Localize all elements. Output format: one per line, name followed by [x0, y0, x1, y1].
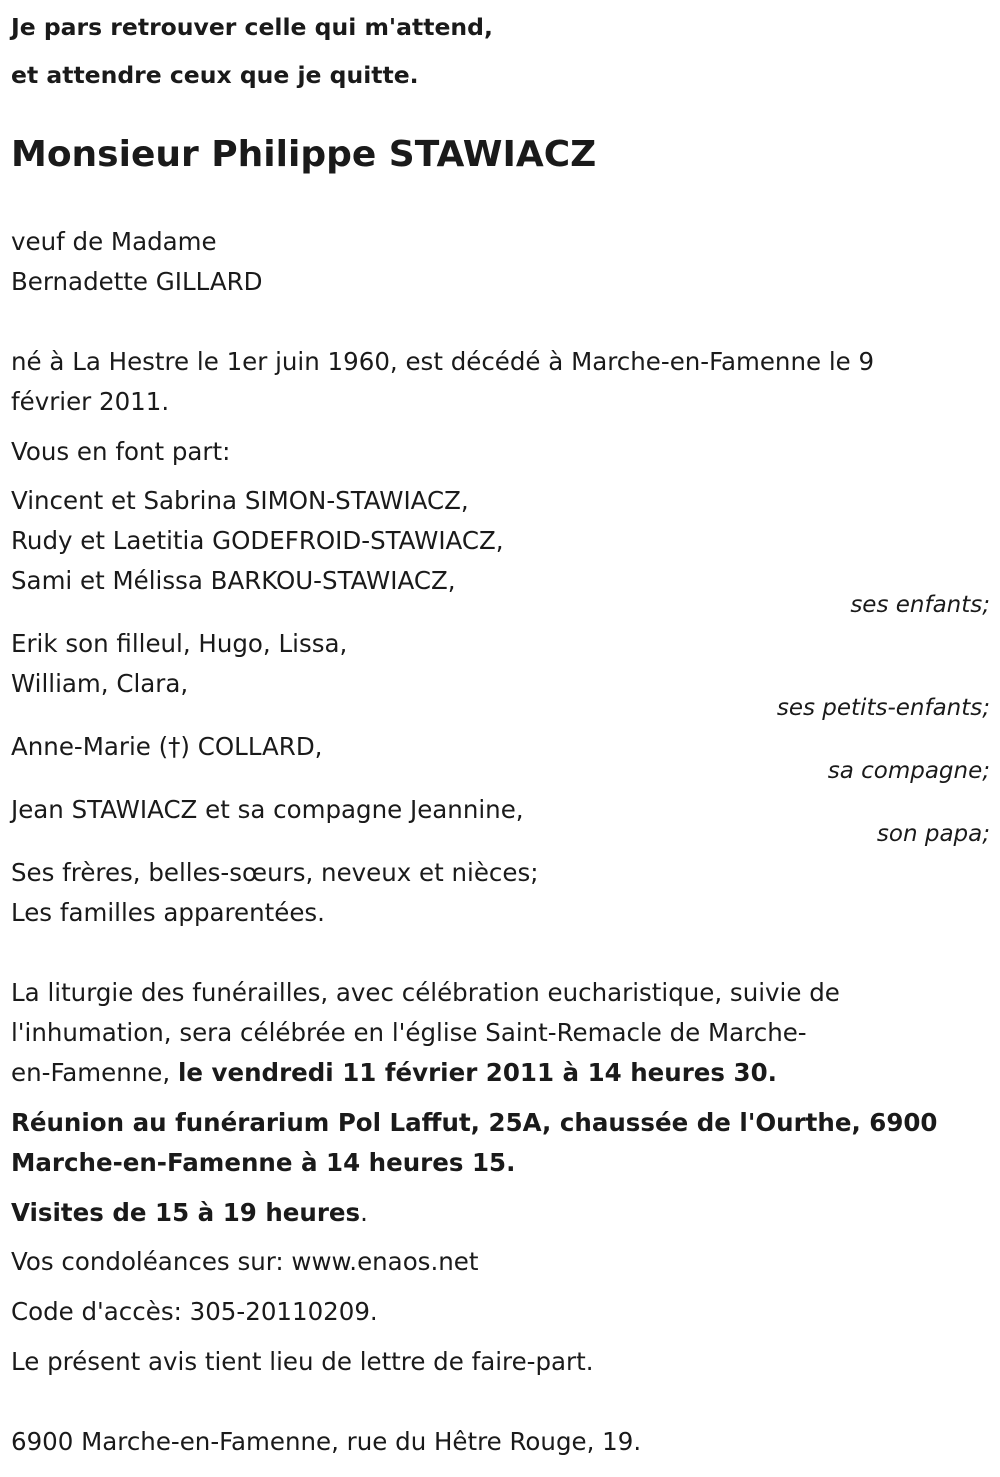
liturgy-line-3-prefix: en-Famenne,: [11, 1058, 178, 1087]
relatives-line-2: Les familles apparentées.: [11, 898, 325, 927]
grandchildren-line-1: Erik son filleul, Hugo, Lissa,: [11, 629, 348, 658]
condolences-line: Vos condoléances sur: www.enaos.net: [11, 1247, 479, 1276]
spouse-line-1: veuf de Madame: [11, 227, 217, 256]
quote-line-2: et attendre ceux que je quitte.: [11, 61, 419, 89]
partner-role: sa compagne;: [827, 758, 990, 784]
birth-death-line-1: né à La Hestre le 1er juin 1960, est décédé à Marche-en-Famenne le 9: [11, 347, 875, 376]
announce-line: Vous en font part:: [11, 437, 231, 466]
partner-line: Anne-Marie (†) COLLARD,: [11, 732, 323, 761]
liturgy-line-2: l'inhumation, sera célébrée en l'église Saint-Remacle de Marche-: [11, 1018, 807, 1047]
liturgy-line-3: [11, 1058, 777, 1088]
visits-line: [11, 1198, 368, 1228]
children-line-3: Sami et Mélissa BARKOU-STAWIACZ,: [11, 566, 456, 595]
relatives-line-1: Ses frères, belles-sœurs, neveux et nièces;: [11, 858, 539, 887]
visits-suffix: .: [360, 1198, 368, 1227]
children-line-1: Vincent et Sabrina SIMON-STAWIACZ,: [11, 486, 469, 515]
children-role: ses enfants;: [850, 592, 990, 618]
visits-hours: Visites de 15 à 19 heures: [11, 1198, 361, 1227]
meeting-line-2: Marche-en-Famenne à 14 heures 15.: [11, 1148, 516, 1177]
access-code-line: Code d'accès: 305-20110209.: [11, 1297, 378, 1326]
spouse-line-2: Bernadette GILLARD: [11, 267, 263, 296]
liturgy-line-1: La liturgie des funérailles, avec célébration eucharistique, suivie de: [11, 978, 840, 1007]
notice-line: Le présent avis tient lieu de lettre de faire-part.: [11, 1347, 594, 1376]
birth-death-line-2: février 2011.: [11, 387, 170, 416]
children-line-2: Rudy et Laetitia GODEFROID-STAWIACZ,: [11, 526, 504, 555]
grandchildren-line-2: William, Clara,: [11, 669, 189, 698]
quote-line-1: Je pars retrouver celle qui m'attend,: [11, 13, 493, 41]
funeral-datetime: le vendredi 11 février 2011 à 14 heures 30.: [177, 1058, 777, 1087]
deceased-name: Monsieur Philippe STAWIACZ: [11, 134, 597, 175]
meeting-line-1: Réunion au funérarium Pol Laffut, 25A, chaussée de l'Ourthe, 6900: [11, 1108, 938, 1137]
grandchildren-role: ses petits-enfants;: [776, 695, 990, 721]
father-role: son papa;: [876, 821, 990, 847]
address-line: 6900 Marche-en-Famenne, rue du Hêtre Rouge, 19.: [11, 1427, 642, 1456]
father-line: Jean STAWIACZ et sa compagne Jeannine,: [11, 795, 524, 824]
